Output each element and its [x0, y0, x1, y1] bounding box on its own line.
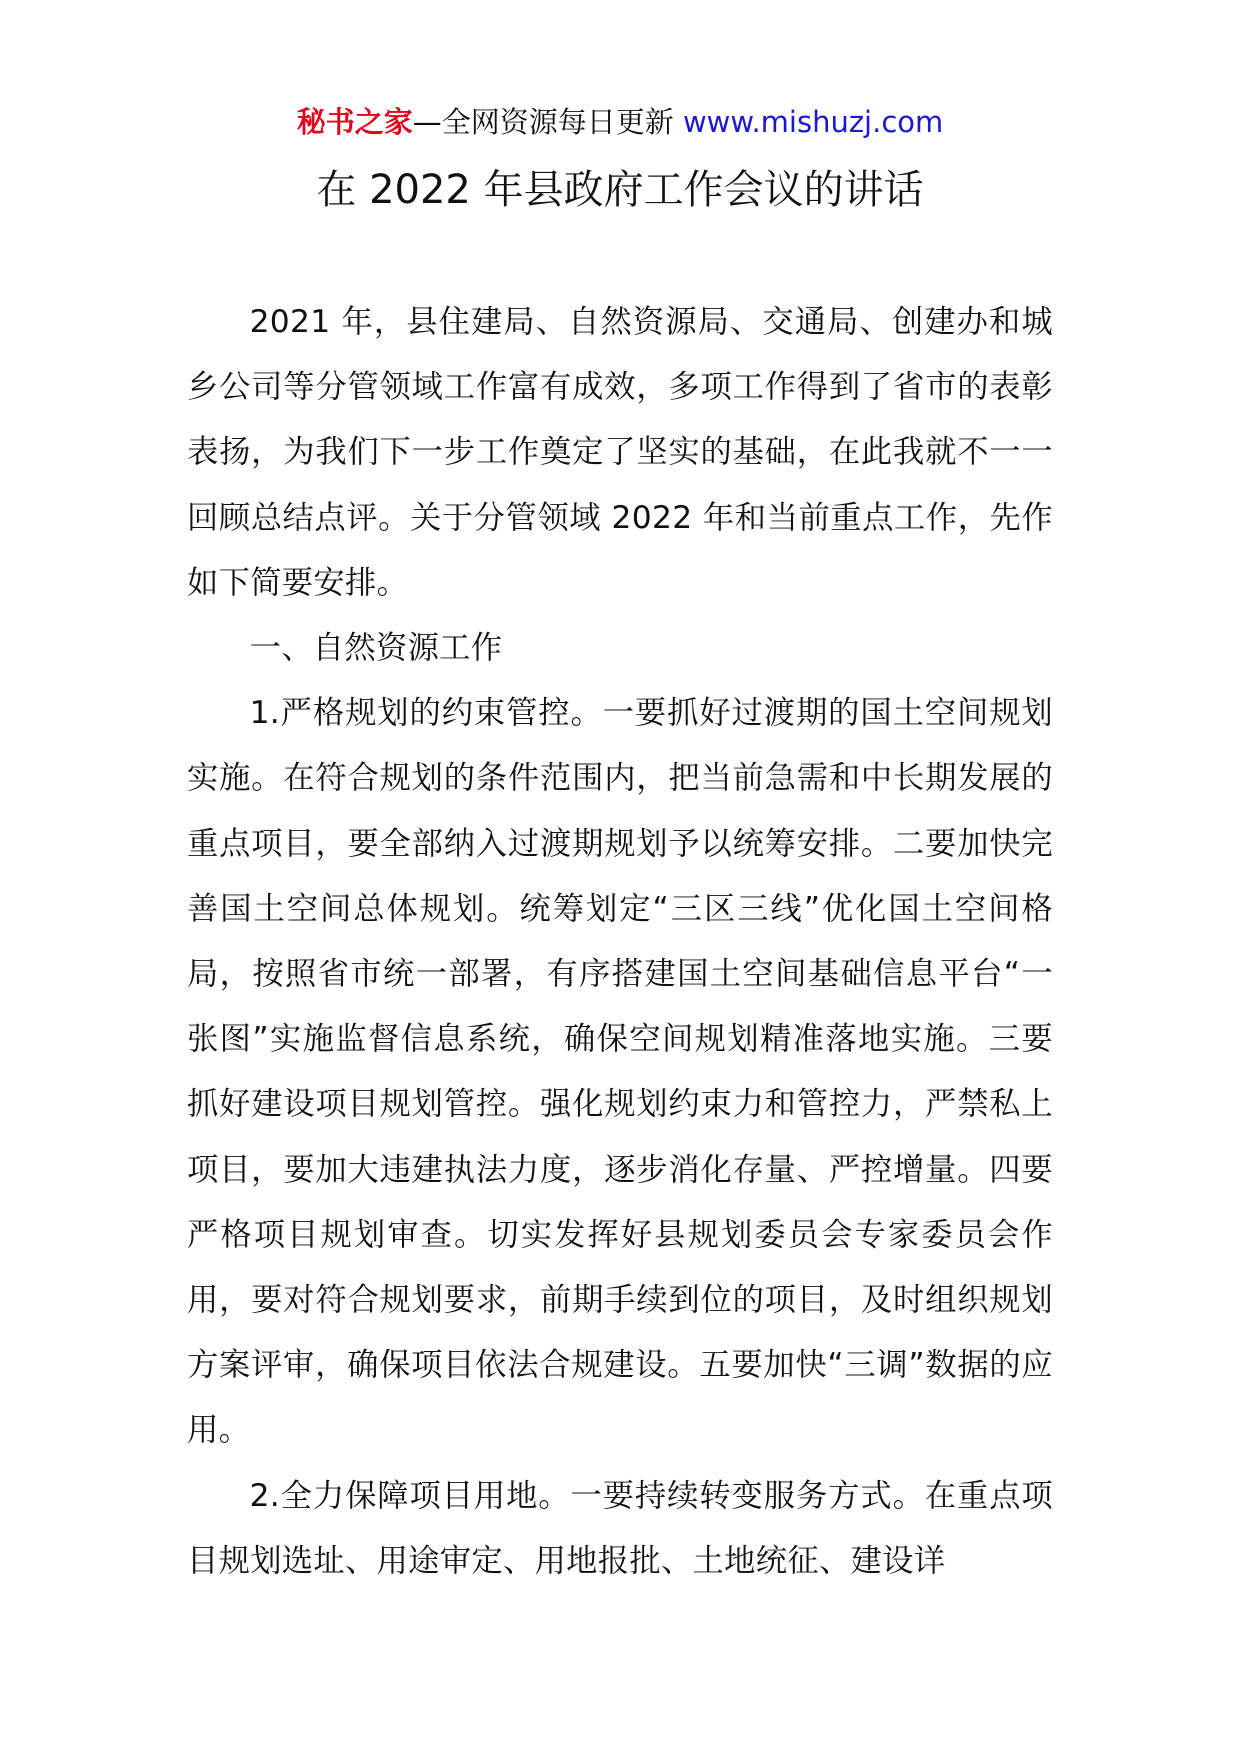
section-heading: 一、自然资源工作: [249, 630, 503, 667]
site-header: [0, 102, 1240, 142]
document-title: 在 2022 年县政府工作会议的讲话: [316, 167, 924, 213]
document-body: [187, 290, 1053, 1594]
body-paragraph: 1.严格规划的约束管控。一要抓好过渡期的国土空间规划实施。在符合规划的条件范围内，把当前急需和中长期发展的重点项目，要全部纳入过渡期规划予以统筹安排。二要加快完善国土空间总体规划。统筹划定“三区三线”优化国土空间格局，按照省市统一部署，有序搭建国土空间基础信息平台“一张图”实施监督信息系统，确保空间规划精准落地实施。三要抓好建设项目规划管控。强化规划约束力和管控力，严禁私上项目，要加大违建执法力度，逐步消化存量、严控增量。四要严格项目规划审查。切实发挥好县规划委员会专家委员会作用，要对符合规划要求，前期手续到位的项目，及时组织规划方案评审，确保项目依法合规建设。五要加快“三调”数据的应用。: [187, 695, 1053, 1449]
header-tagline: —全网资源每日更新: [412, 105, 674, 139]
intro-paragraph: 2021 年，县住建局、自然资源局、交通局、创建办和城乡公司等分管领域工作富有成效，多项工作得到了省市的表彰表扬，为我们下一步工作奠定了坚实的基础，在此我就不一一回顾总结点评。关于分管领域 2022 年和当前重点工作，先作如下简要安排。: [187, 304, 1053, 601]
body-paragraph: 2.全力保障项目用地。一要持续转变服务方式。在重点项目规划选址、用途审定、用地报批、土地统征、建设详: [187, 1477, 1053, 1579]
brand-name: 秘书之家: [296, 105, 413, 139]
site-url-link[interactable]: www.mishuzj.com: [682, 105, 944, 139]
